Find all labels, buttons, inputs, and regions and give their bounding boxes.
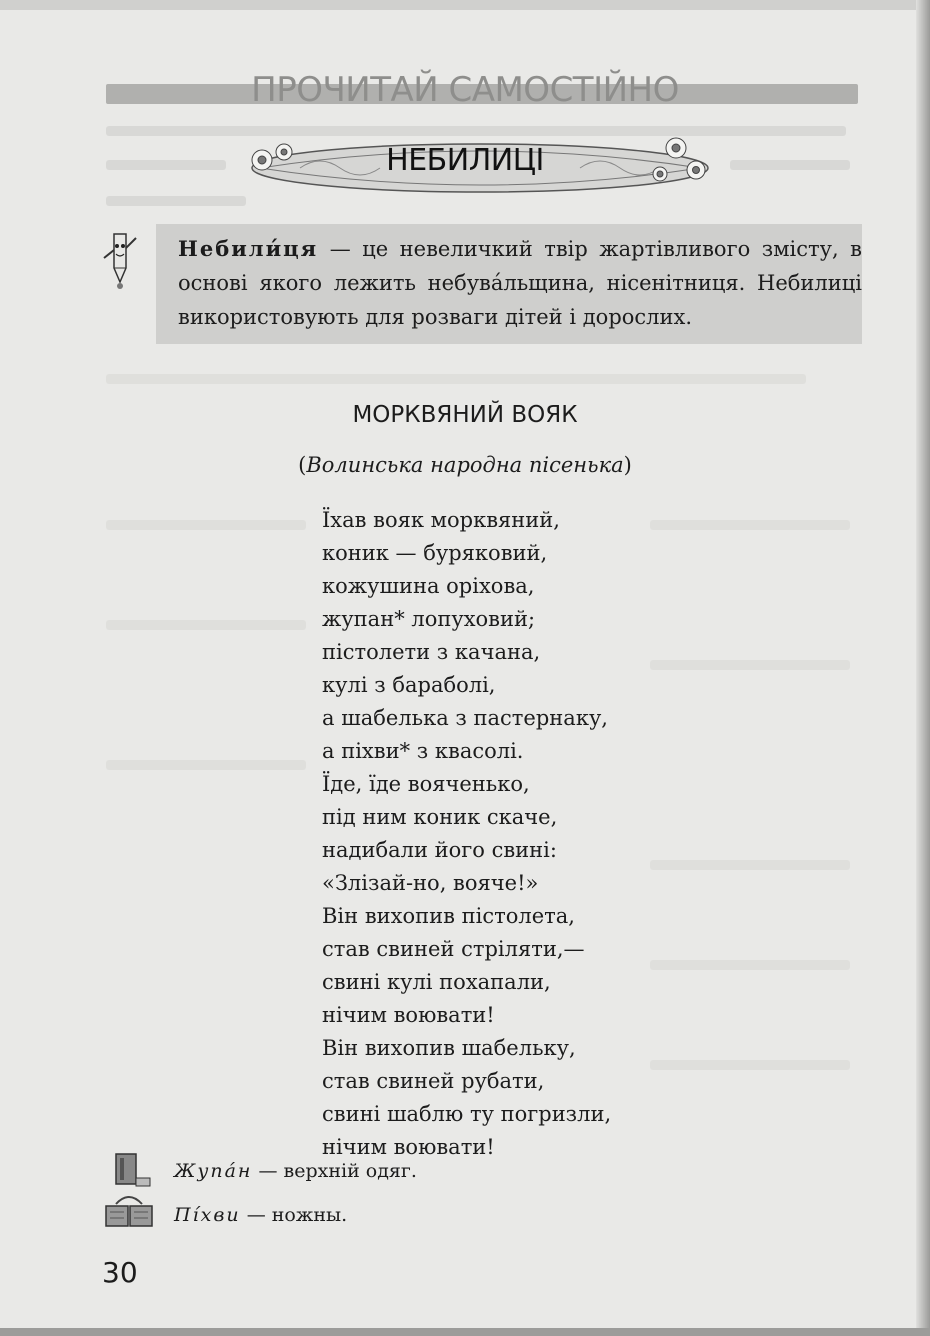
page-number: 30 [102, 1256, 138, 1289]
poem-title: МОРКВЯНИЙ ВОЯК [352, 402, 578, 428]
bleed-through-line [106, 196, 246, 206]
poem-line: а піхви* з квасолі. [322, 739, 524, 763]
bleed-through-line [106, 760, 306, 770]
glossary-definition: — верхній одяг. [252, 1160, 417, 1182]
poem-line: свині шаблю ту погризли, [322, 1102, 612, 1126]
poem-lines [322, 504, 611, 1164]
definition-text: — це невеличкий твір жартівливого змісту, в основі якого лежить небува́льщина, нісенітниця. Небилиці використовують для розваги дітей і дорослих. [178, 237, 862, 329]
pencil-mascot-icon [100, 228, 140, 290]
poem-line: а шабелька з пастернаку, [322, 706, 608, 730]
definition-term: Небили́ця [178, 236, 319, 261]
topic-title: НЕБИЛИЦІ [386, 143, 544, 178]
poem-line: жупан* лопуховий; [322, 607, 536, 631]
glossary-definition: — ножны. [240, 1204, 348, 1226]
bleed-through-line [650, 860, 850, 870]
glossary-entry [174, 1160, 417, 1182]
poem-line: став свиней стріляти,— [322, 937, 585, 961]
section-title: ПРОЧИТАЙ САМОСТІЙНО [251, 70, 679, 110]
bleed-through-line [650, 520, 850, 530]
poem-source: Волинська народна пісенька [306, 453, 624, 477]
poem-line: кожушина оріхова, [322, 574, 535, 598]
poem-line: Їде, їде вояченько, [322, 772, 530, 796]
poem-line: «Злізай-но, вояче!» [322, 871, 539, 895]
paren-close: ) [623, 453, 632, 477]
poem-line: Він вихопив пістолета, [322, 904, 575, 928]
definition [178, 232, 862, 334]
poem-line: під ним коник скаче, [322, 805, 558, 829]
poem-line: Їхав вояк морквяний, [322, 508, 560, 532]
poem-line: коник — буряковий, [322, 541, 548, 565]
book-icon [110, 1150, 154, 1190]
poem-line: свині кулі похапали, [322, 970, 551, 994]
poem-line: нічим воювати! [322, 1135, 495, 1159]
poem-line: надибали його свині: [322, 838, 557, 862]
poem-subtitle [0, 453, 930, 477]
paren-open: ( [298, 453, 307, 477]
poem-line: пістолети з качана, [322, 640, 541, 664]
scan-top-edge [0, 0, 930, 10]
poem-line: Він вихопив шабельку, [322, 1036, 576, 1060]
bleed-through-line [650, 660, 850, 670]
bleed-through-line [106, 374, 806, 384]
glossary-word: Жупа́н [174, 1160, 253, 1182]
glossary-entry [174, 1204, 347, 1226]
poem-line: кулі з бараболі, [322, 673, 496, 697]
scan-bottom-edge [0, 1328, 930, 1336]
bleed-through-line [106, 620, 306, 630]
books-headphones-icon [102, 1190, 156, 1230]
poem-line: нічим воювати! [322, 1003, 495, 1027]
poem-line: став свиней рубати, [322, 1069, 545, 1093]
glossary-word: Пі́хви [174, 1204, 241, 1226]
bleed-through-line [106, 520, 306, 530]
bleed-through-line [650, 1060, 850, 1070]
bleed-through-line [650, 960, 850, 970]
scan-right-edge [916, 0, 930, 1336]
